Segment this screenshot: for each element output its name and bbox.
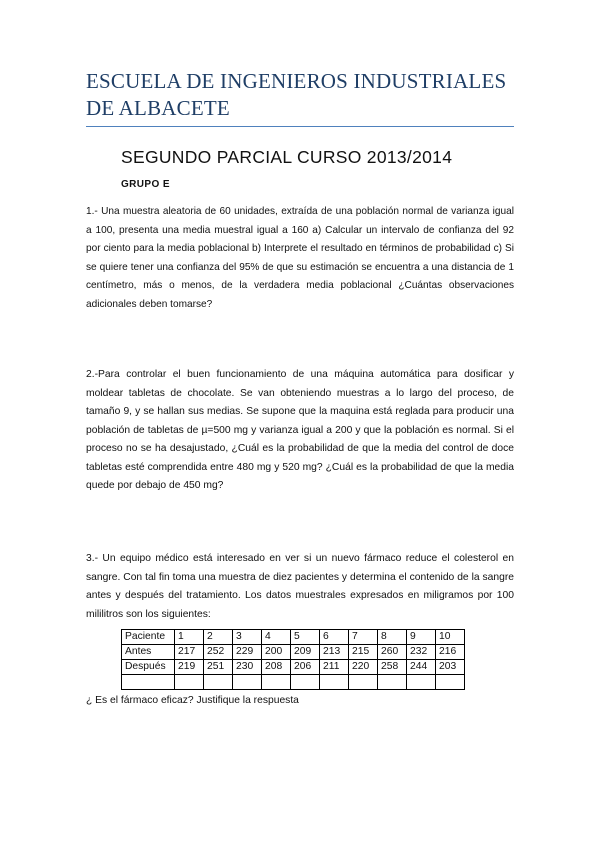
table-cell	[349, 675, 378, 690]
table-cell	[204, 675, 233, 690]
table-cell: 4	[262, 630, 291, 645]
table-cell	[291, 675, 320, 690]
table-cell: Paciente	[122, 630, 175, 645]
table-cell: 215	[349, 645, 378, 660]
table-cell	[436, 675, 465, 690]
table-cell: 7	[349, 630, 378, 645]
table-cell	[407, 675, 436, 690]
table-cell	[233, 675, 262, 690]
table-row-antes	[122, 645, 465, 660]
table-cell: 2	[204, 630, 233, 645]
table-cell	[262, 675, 291, 690]
question-2: 2.-Para controlar el buen funcionamiento de una máquina automática para dosificar y moldear tabletas de chocolate. Se van obteniendo muestras a lo largo del proceso, de tamaño 9, y se hallan sus medias. Se supone que la maquina está reglada para producir una población de tabletas de µ=500 mg y varianza igual a 200 y que la población es normal. Si el proceso no se ha desajustado, ¿Cuál es la probabilidad de que la media del control de doce tabletas esté comprendida entre 480 mg y 520 mg? ¿Cuál es la probabilidad de que la media quede por debajo de 450 mg?	[86, 369, 514, 491]
header-divider	[86, 126, 514, 127]
table-cell: 209	[291, 645, 320, 660]
table-cell	[378, 675, 407, 690]
school-name-line1: ESCUELA DE INGENIEROS INDUSTRIALES	[86, 69, 507, 93]
table-cell: 252	[204, 645, 233, 660]
table-cell: 217	[175, 645, 204, 660]
table-cell: 10	[436, 630, 465, 645]
table-cell: 251	[204, 660, 233, 675]
table-row-despues	[122, 660, 465, 675]
table-cell: 258	[378, 660, 407, 675]
table-cell: 213	[320, 645, 349, 660]
table-cell: 229	[233, 645, 262, 660]
table-header-row	[122, 630, 465, 645]
table-cell: 216	[436, 645, 465, 660]
table-cell: 6	[320, 630, 349, 645]
table-cell	[320, 675, 349, 690]
table-cell: 200	[262, 645, 291, 660]
closing-question: ¿ Es el fármaco eficaz? Justifique la respuesta	[86, 695, 299, 706]
table-cell: 203	[436, 660, 465, 675]
school-header	[86, 68, 514, 122]
table-row-empty	[122, 675, 465, 690]
table-cell: 260	[378, 645, 407, 660]
question-1: 1.- Una muestra aleatoria de 60 unidades, extraída de una población normal de varianza igual a 100, presenta una media muestral igual a 160 a) Calcular un intervalo de confianza del 92 por ciento para la media poblacional b) Interprete el resultado en términos de probabilidad c) Si se quiere tener una confianza del 95% de que su estimación se encuentra a una distancia de 1 centímetro, más o menos, de la verdadera media poblacional ¿Cuántas observaciones adicionales deben tomarse?	[86, 206, 514, 310]
table-cell: 206	[291, 660, 320, 675]
table-cell: 230	[233, 660, 262, 675]
table-cell: 232	[407, 645, 436, 660]
table-cell: 8	[378, 630, 407, 645]
table-cell: 5	[291, 630, 320, 645]
table-cell: Después	[122, 660, 175, 675]
exam-title: SEGUNDO PARCIAL CURSO 2013/2014	[121, 147, 453, 167]
table-cell	[122, 675, 175, 690]
table-cell: 9	[407, 630, 436, 645]
school-name-line2: DE ALBACETE	[86, 96, 230, 120]
table-cell: 244	[407, 660, 436, 675]
table-cell: 3	[233, 630, 262, 645]
table-cell: 208	[262, 660, 291, 675]
exam-group: GRUPO E	[121, 179, 170, 190]
question-3: 3.- Un equipo médico está interesado en ver si un nuevo fármaco reduce el colesterol en sangre. Con tal fin toma una muestra de diez pacientes y determina el contenido de la sangre antes y después del tratamiento. Los datos muestrales expresados en miligramos por 100 mililitros son los siguientes:	[86, 553, 514, 620]
table-cell	[175, 675, 204, 690]
table-cell: 220	[349, 660, 378, 675]
cholesterol-table	[121, 629, 465, 690]
table-cell: 219	[175, 660, 204, 675]
table-cell: Antes	[122, 645, 175, 660]
table-cell: 1	[175, 630, 204, 645]
table-cell: 211	[320, 660, 349, 675]
